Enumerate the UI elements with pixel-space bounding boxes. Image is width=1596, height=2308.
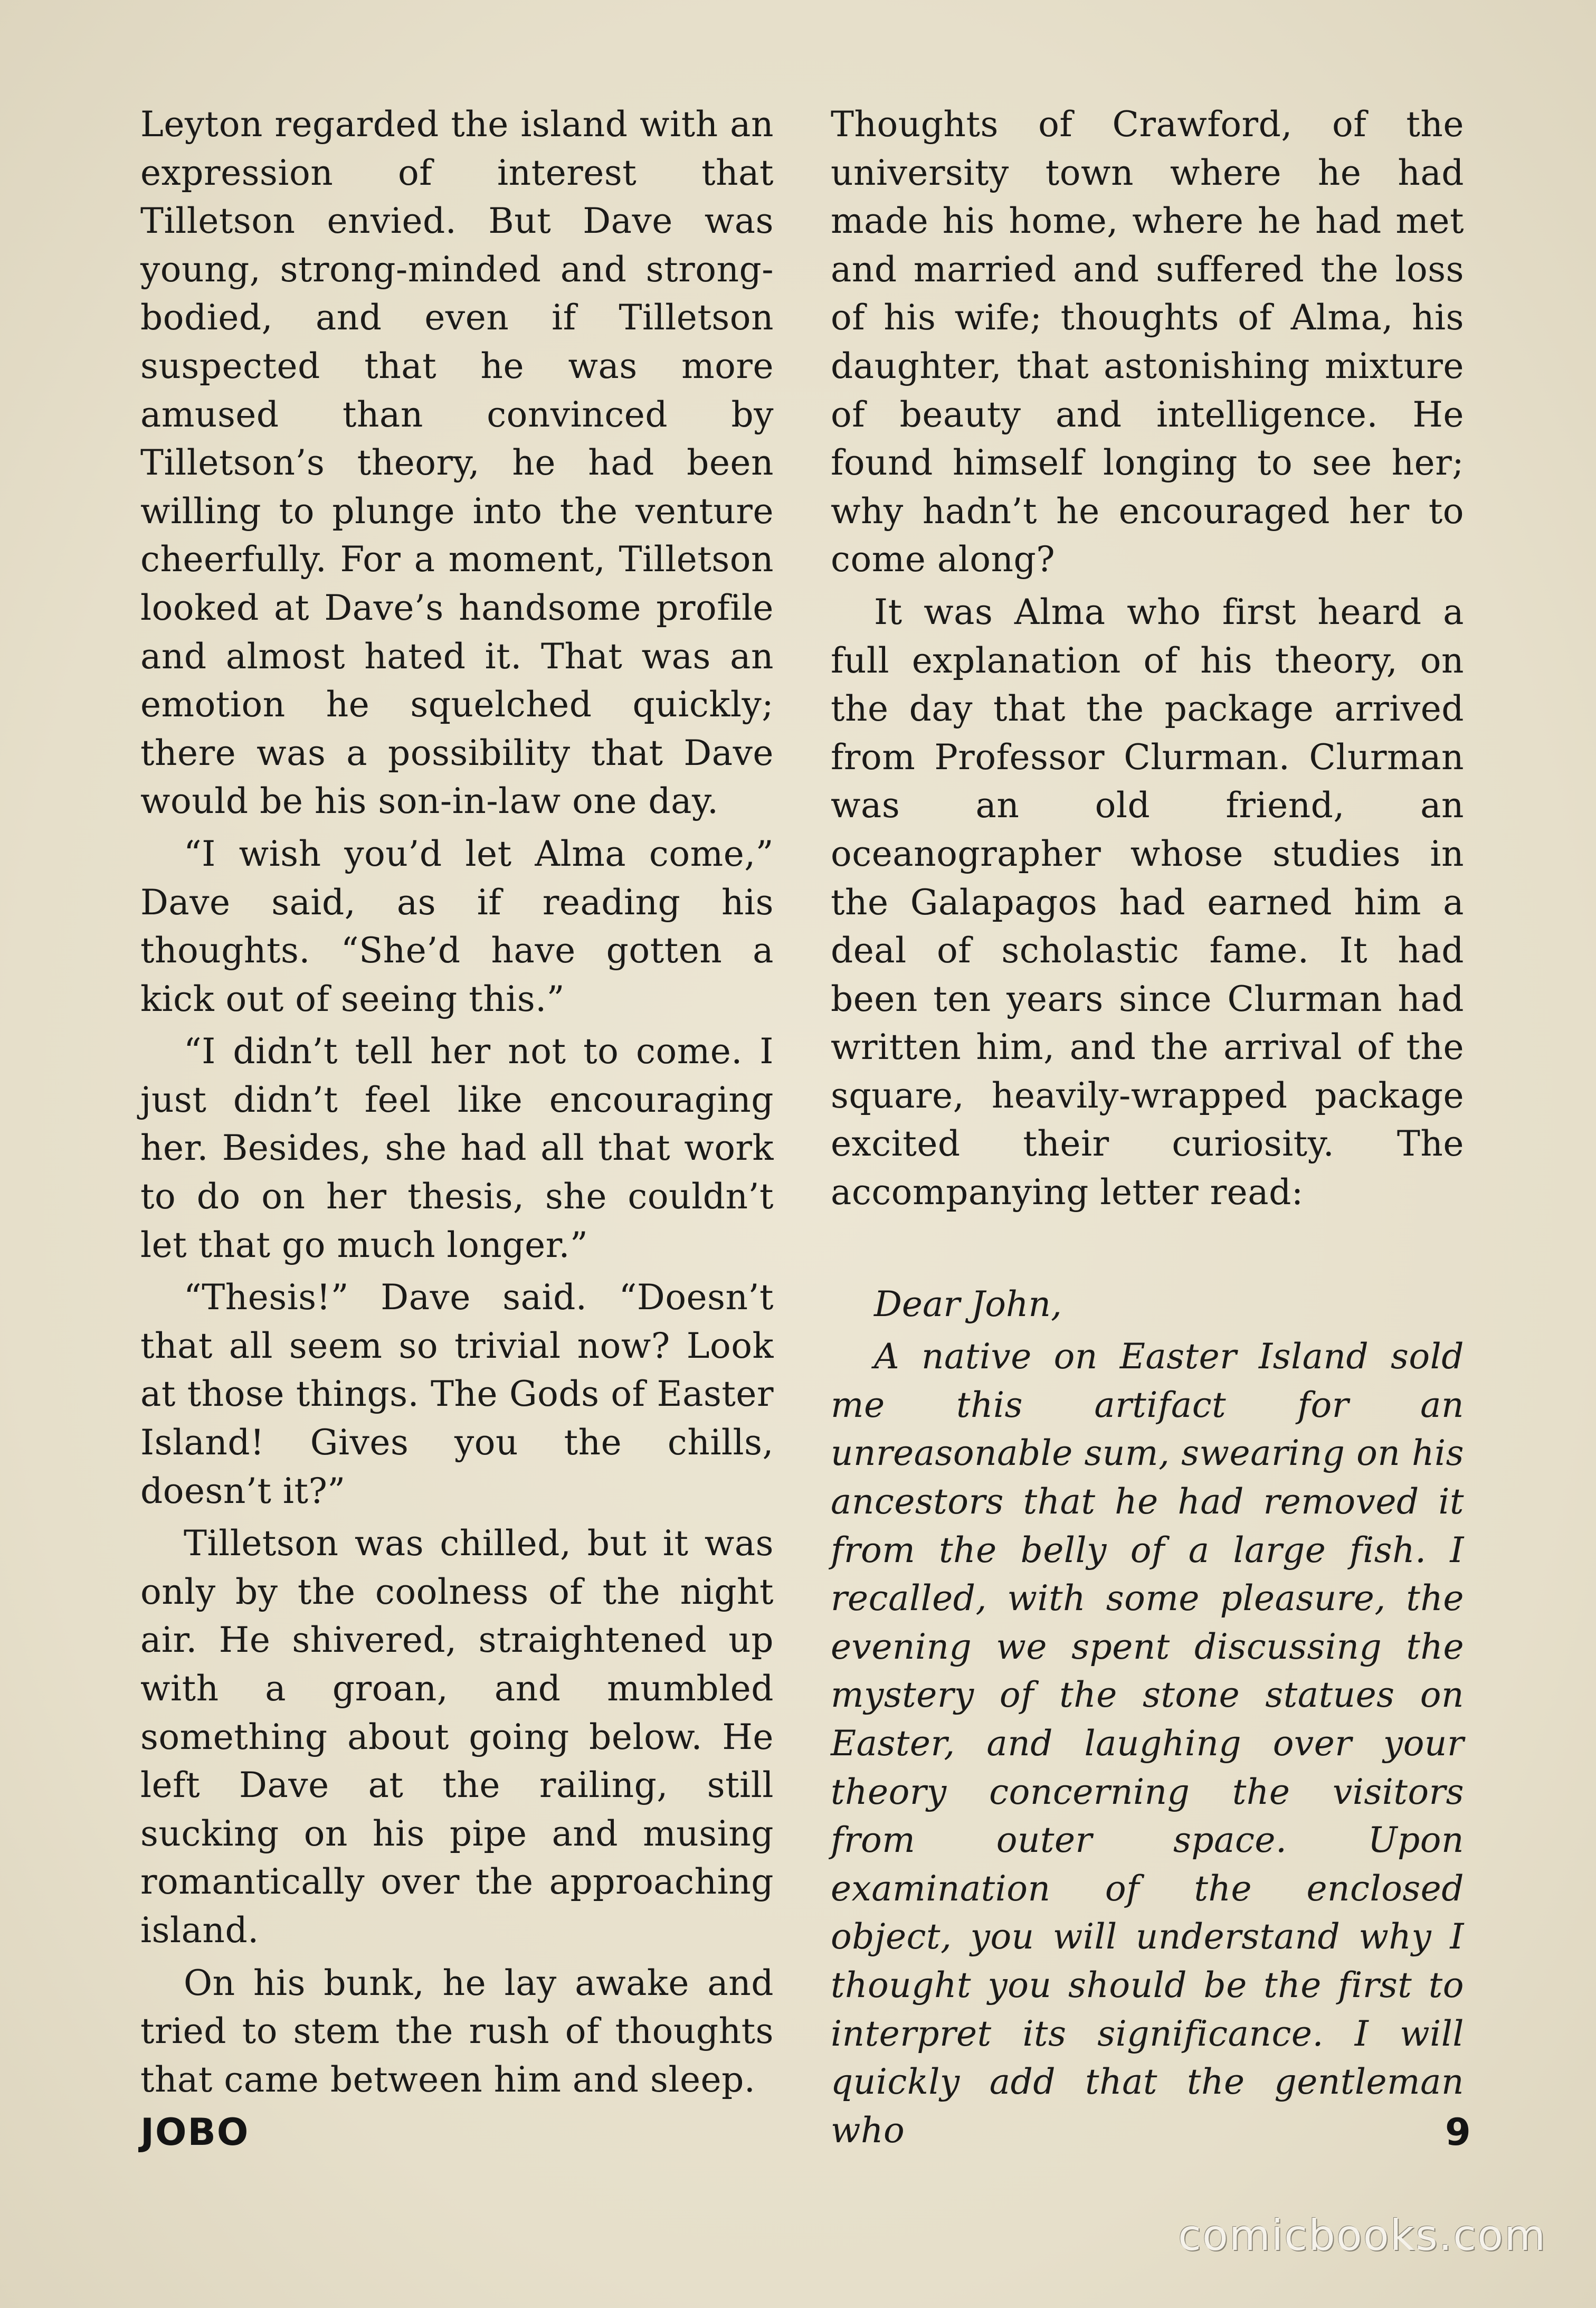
right-column: [831, 100, 1464, 2154]
paragraph: “I wish you’d let Alma come,” Dave said, as if reading his thoughts. “She’d have gotten a kick out of seeing this.”: [140, 833, 774, 1019]
paragraph: “I didn’t tell her not to come. I just didn’t feel like encouraging her. Besides, she had all that work to do on her thesis, she couldn’t let that go much longer.”: [140, 1031, 774, 1265]
magazine-title: JOBO: [140, 2111, 250, 2154]
section-spacer: [831, 1217, 1464, 1280]
paragraph: Tilletson was chilled, but it was only by the coolness of the night air. He shivered, straightened up with a groan, and mumbled something about going below. He left Dave at the railing, still sucking on his pipe and musing romantically over the approaching island.: [140, 1523, 774, 1951]
watermark: comicbooks.com: [1178, 2211, 1547, 2260]
paragraph: It was Alma who first heard a full explanation of his theory, on the day that the package arrived from Professor Clurman. Clurman was an old friend, an oceanographer whose studies in the Galapagos had earned him a deal of scholastic fame. It had been ten years since Clurman had written him, and the arrival of the square, heavily-wrapped package excited their curiosity. The accompanying letter read:: [831, 591, 1464, 1213]
paragraph: “Thesis!” Dave said. “Doesn’t that all seem so trivial now? Look at those things. The Gods of Easter Island! Gives you the chills, doesn’t it?”: [140, 1277, 774, 1511]
left-column: [140, 100, 774, 2104]
paragraph: Thoughts of Crawford, of the university town where he had made his home, where he had met and married and suffered the loss of his wife; thoughts of Alma, his daughter, that astonishing mixture of beauty and intelligence. He found himself longing to see her; why hadn’t he encouraged her to come along?: [831, 104, 1464, 580]
page-number: 9: [1445, 2111, 1471, 2154]
letter-salutation: Dear John,: [874, 1283, 1062, 1325]
paragraph: On his bunk, he lay awake and tried to stem the rush of thoughts that came between him and sleep.: [140, 1962, 774, 2100]
letter-body: A native on Easter Island sold me this artifact for an unreasonable sum, swearing on his ancestors that he had removed it from the belly of a large fish. I recalled, with some pleasure, the evening we spent discussing the mystery of the stone statues on Easter, and laughing over your theory concerning the visitors from outer space. Upon examination of the enclosed object, you will understand why I thought you should be the first to interpret its significance. I will quickly add that the gentleman who: [831, 1336, 1464, 2151]
paragraph: Leyton regarded the island with an expression of interest that Tilletson envied. But Dave was young, strong-minded and strong-bodied, and even if Tilletson suspected that he was more amused than convinced by Tilletson’s theory, he had been willing to plunge into the venture cheerfully. For a moment, Tilletson looked at Dave’s handsome profile and almost hated it. That was an emotion he squelched quickly; there was a possibility that Dave would be his son-in-law one day.: [140, 104, 774, 822]
